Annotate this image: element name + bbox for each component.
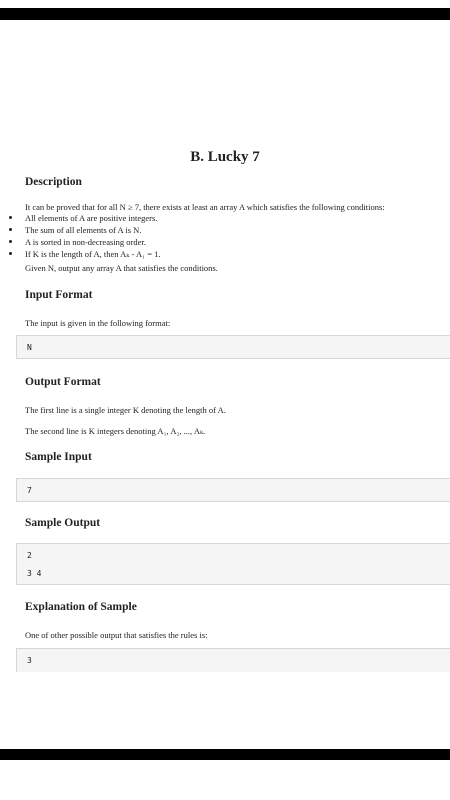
code-line: N [27,343,32,352]
list-item: All elements of A are positive integers. [0,212,161,224]
bottom-black-bar [0,749,450,760]
problem-title: B. Lucky 7 [190,149,260,165]
code-line: 3 [27,656,32,665]
description-heading: Description [25,176,82,188]
list-item: A is sorted in non-decreasing order. [0,236,161,248]
sample-input-code [16,478,450,502]
code-line: 7 [27,486,32,495]
output-format-heading: Output Format [25,376,101,388]
sample-output-code [16,543,450,585]
list-item: The sum of all elements of A is N. [0,224,161,236]
output-format-line-2: The second line is K integers denoting A₁, A₂, ..., Aₖ. [25,426,206,436]
code-line: 2 [27,551,32,560]
description-intro: It can be proved that for all N ≥ 7, there exists at least an array A which satisfies the following conditions: [25,202,385,212]
description-outro: Given N, output any array A that satisfies the conditions. [25,263,218,273]
sample-input-heading: Sample Input [25,451,92,463]
sample-output-heading: Sample Output [25,517,101,529]
conditions-list [0,212,161,260]
explanation-code [16,648,450,672]
input-format-code [16,335,450,359]
input-format-heading: Input Format [25,289,93,301]
output-format-line-1: The first line is a single integer K denoting the length of A. [25,405,226,415]
input-format-text: The input is given in the following format: [25,318,171,328]
explanation-heading: Explanation of Sample [25,601,137,613]
list-item: If K is the length of A, then Aₖ - A₁ = 1. [0,248,161,260]
explanation-text: One of other possible output that satisfies the rules is: [25,630,208,640]
code-line: 3 4 [27,569,42,578]
